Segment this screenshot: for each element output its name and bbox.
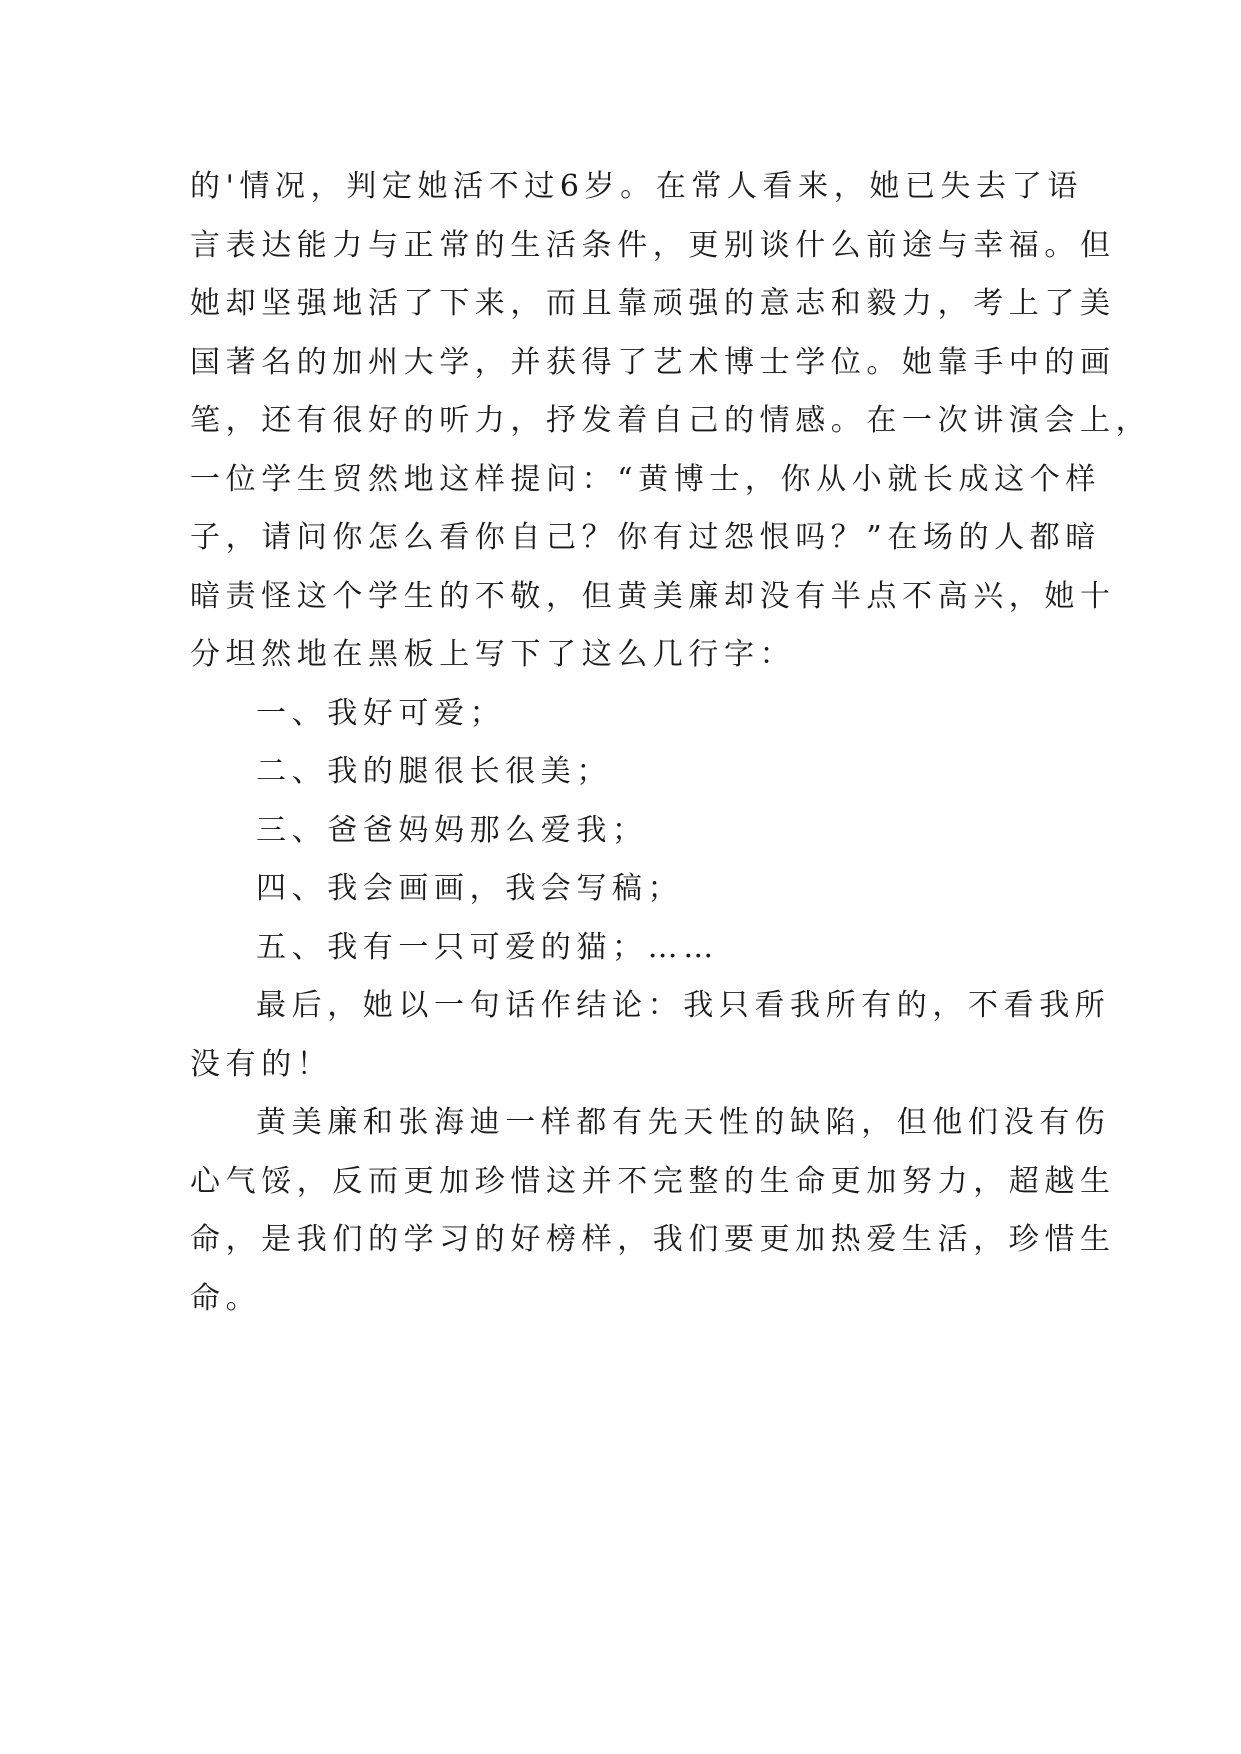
- text-line: 一位学生贸然地这样提问：“黄博士，你从小就长成这个样: [190, 461, 1101, 497]
- text-line: 言表达能力与正常的生活条件，更别谈什么前途与幸福。但: [190, 227, 1116, 263]
- text-line: 她却坚强地活了下来，而且靠顽强的意志和毅力，考上了美: [190, 286, 1116, 321]
- text-line: 命，是我们的学习的好榜样，我们要更加热爱生活，珍惜生: [190, 1222, 1116, 1257]
- text-line: 黄美廉和张海迪一样都有先天性的缺陷，但他们没有伤: [256, 1105, 1111, 1140]
- text-line: 没有的！: [190, 1046, 333, 1082]
- text-line: 最后，她以一句话作结论：我只看我所有的，不看我所: [256, 988, 1111, 1023]
- text-line: 笔，还有很好的听力，抒发着自己的情感。在一次讲演会上，: [190, 403, 1152, 438]
- list-item: 一、我好可爱；: [256, 695, 506, 731]
- text-line: 国著名的加州大学，并获得了艺术博士学位。她靠手中的画: [190, 344, 1116, 380]
- list-item: 三、爸爸妈妈那么爱我；: [256, 812, 648, 848]
- list-item: 二、我的腿很长很美；: [256, 754, 612, 789]
- text-line: 心气馁，反而更加珍惜这并不完整的生命更加努力，超越生: [190, 1163, 1116, 1199]
- text-line: 子，请问你怎么看你自己？你有过怨恨吗？”在场的人都暗: [190, 520, 1101, 555]
- text-line: 暗责怪这个学生的不敬，但黄美廉却没有半点不高兴，她十: [190, 578, 1116, 614]
- body-text: [190, 158, 1152, 1328]
- text-line: 分坦然地在黑板上写下了这么几行字：: [190, 637, 796, 672]
- list-item: 四、我会画画，我会写稿；: [256, 871, 684, 906]
- list-item: 五、我有一只可爱的猫；……: [256, 929, 719, 965]
- text-line: 命。: [190, 1280, 262, 1316]
- text-line: 的'情况，判定她活不过6岁。在常人看来，她已失去了语: [190, 169, 1083, 204]
